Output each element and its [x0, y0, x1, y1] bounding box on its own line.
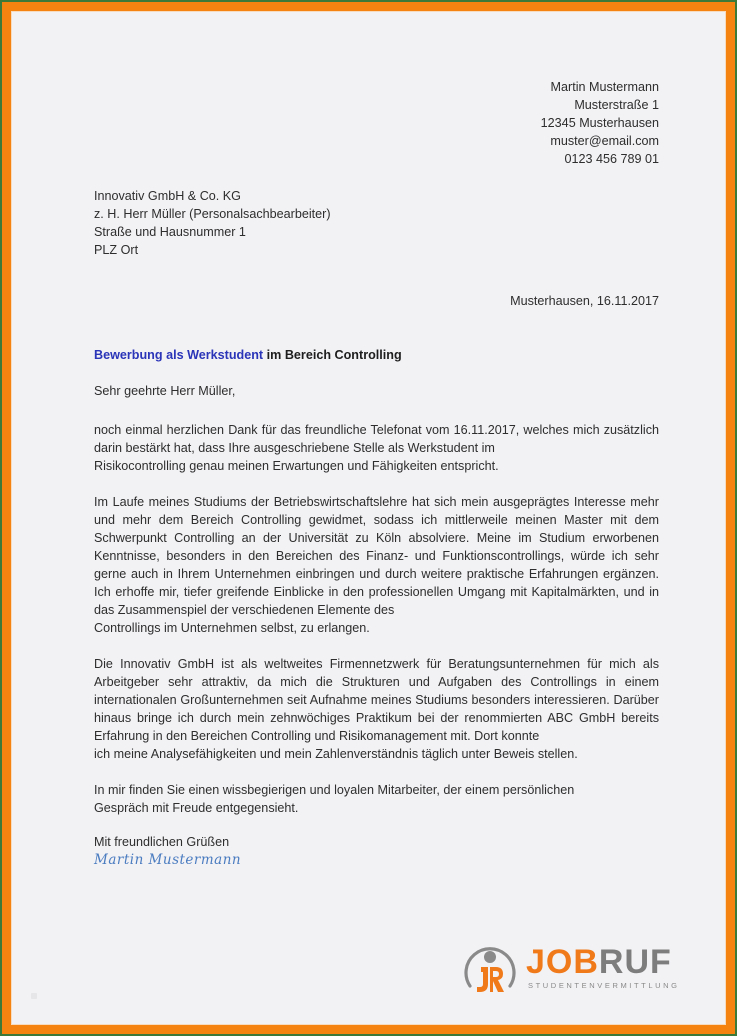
recipient-company: Innovativ GmbH & Co. KG	[94, 189, 241, 203]
paragraph-last-line: Risikocontrolling genau meinen Erwartungen und Fähigkeiten entspricht.	[94, 459, 499, 473]
paragraph-last-line: Gespräch mit Freude entgegensieht.	[94, 801, 299, 815]
page-number-mark	[31, 993, 37, 999]
sender-street: Musterstraße 1	[574, 98, 659, 112]
paragraph-last-line: ich meine Analysefähigkeiten und mein Zahlenverständnis täglich unter Beweis stellen.	[94, 747, 578, 761]
subject-rest: im Bereich Controlling	[263, 348, 402, 362]
subject-line	[94, 348, 402, 362]
logo-word-job: JOB	[526, 943, 599, 981]
sender-city: 12345 Musterhausen	[540, 116, 659, 130]
date-line: Musterhausen, 16.11.2017	[510, 294, 659, 308]
logo-word-ruf: RUF	[598, 943, 672, 981]
jobruf-jr-runner-icon	[460, 940, 520, 1000]
logo-tagline: STUDENTENVERMITTLUNG	[528, 981, 680, 990]
sender-email: muster@email.com	[550, 134, 659, 148]
body-paragraph-2	[94, 493, 659, 637]
paragraph-text: noch einmal herzlichen Dank für das freundliche Telefonat vom 16.11.2017, welches mich zusätzlich darin bestärkt hat, dass Ihre ausgeschriebene Stelle als Werkstudent im	[94, 423, 659, 455]
paragraph-text: In mir finden Sie einen wissbegierigen und loyalen Mitarbeiter, der einem persönlichen	[94, 783, 575, 797]
sender-phone: 0123 456 789 01	[564, 152, 659, 166]
salutation: Sehr geehrte Herr Müller,	[94, 384, 236, 398]
closing-phrase: Mit freundlichen Grüßen	[94, 835, 230, 849]
recipient-attention: z. H. Herr Müller (Personalsachbearbeiter)	[94, 207, 331, 221]
sender-address-block	[541, 78, 659, 168]
paragraph-text: Die Innovativ GmbH ist als weltweites Firmennetzwerk für Beratungsunternehmen für mich als Arbeitgeber sehr attraktiv, da mich die Strukturen und Aufgaben des Controllings in einem internationalen Großunternehmen seit Aufnahme meines Studiums besonders interessieren. Darüber hinaus bringe ich durch mein zehnwöchiges Praktikum bei der renommierten ABC GmbH bereits Erfahrung in den Bereichen Controlling und Risikomanagement mit. Dort konnte	[94, 657, 659, 743]
handwritten-signature: Martin Mustermann	[94, 852, 242, 868]
jobruf-logo	[460, 940, 680, 1000]
paragraph-text: Im Laufe meines Studiums der Betriebswirtschaftslehre hat sich mein ausgeprägtes Interesse mehr und mehr dem Bereich Controlling gewidmet, sodass ich mittlerweile meinen Master mit dem Schwerpunkt Controlling an der Universität zu Köln absolviere. Meine im Studium erworbenen Kenntnisse, besonders in den Bereichen des Finanz- und Funktionscontrollings, würde ich sehr gerne auch in Ihrem Unternehmen einbringen und durch weitere praktische Erfahrungen ergänzen. Ich erhoffe mir, tiefer greifende Einblicke in den professionellen Umgang mit Kapitalmärkten, und in das Zusammenspiel der verschiedenen Elemente des	[94, 495, 659, 617]
body-paragraph-1	[94, 421, 659, 475]
subject-highlight: Bewerbung als Werkstudent	[94, 348, 264, 362]
recipient-address-block	[94, 187, 331, 259]
sender-name: Martin Mustermann	[550, 80, 659, 94]
paragraph-last-line: Controllings im Unternehmen selbst, zu erlangen.	[94, 621, 370, 635]
recipient-city: PLZ Ort	[94, 243, 139, 257]
logo-wordmark	[526, 942, 672, 982]
body-paragraph-3	[94, 655, 659, 763]
recipient-street: Straße und Hausnummer 1	[94, 225, 246, 239]
body-paragraph-4	[94, 781, 659, 817]
